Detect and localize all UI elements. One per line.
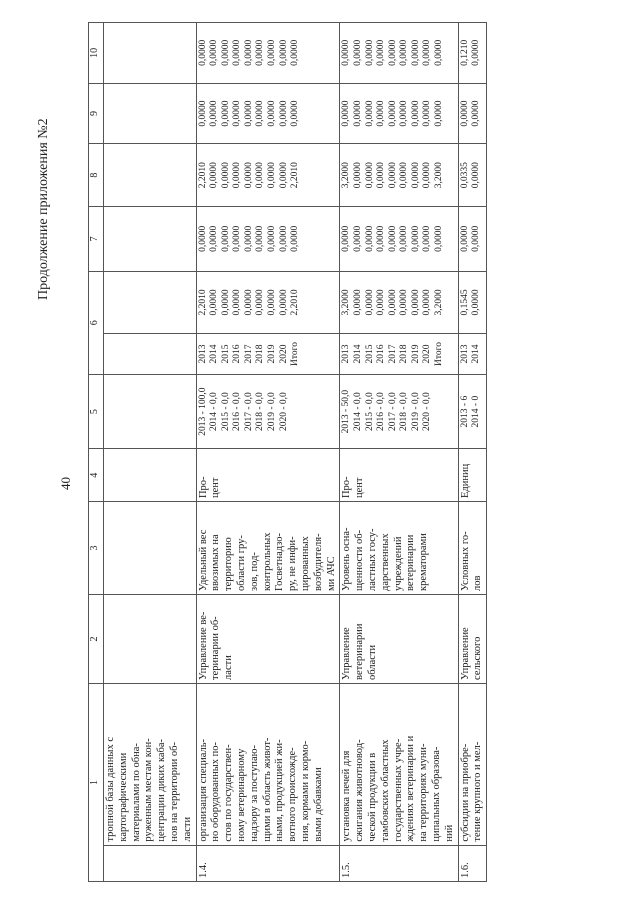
row-number: 1.4. — [196, 845, 340, 881]
federal-funding: 0,0000 0,0000 0,0000 0,0000 0,0000 0,0000 0,0000 0,0000 0,0000 — [196, 206, 340, 271]
unit: Про- цент — [340, 449, 458, 502]
target-values: 2013 - 6 2014 - 0 — [458, 374, 487, 449]
other-funding: 0,0000 0,0000 0,0000 0,0000 0,0000 0,0000 0,0000 0,0000 0,0000 — [196, 23, 340, 84]
total-funding: 3,2000 0,0000 0,0000 0,0000 0,0000 0,0000 0,0000 0,0000 3,2000 — [340, 271, 458, 334]
other-funding: 0,1210 0,0000 — [458, 23, 487, 84]
header-cell: 1 — [89, 683, 104, 881]
row-number: 1.6. — [458, 845, 487, 881]
federal-funding: 0,0000 0,0000 — [458, 206, 487, 271]
program-table — [88, 22, 487, 882]
local-funding: 0,0000 0,0000 — [458, 83, 487, 144]
executor: Управление ве- теринарии об- ласти — [196, 595, 340, 684]
measure-text: организация специаль- но оборудованных по- стов по государствен- ному ветеринарному надзору за поступаю- щими в область живот- ными, продукцией жи- вотного происхожде- ния, кормами и кормо- выми добавками — [196, 683, 340, 845]
executor: Управление ветеринарии области — [340, 595, 458, 684]
target-values: 2013 - 50,0 2014 - 0,0 2015 - 0,0 2016 - 0,0 2017 - 0,0 2018 - 0,0 2019 - 0,0 2020 - 0,0 — [340, 374, 458, 449]
row-number: 1.5. — [340, 845, 458, 881]
header-row — [89, 23, 104, 882]
other-funding: 0,0000 0,0000 0,0000 0,0000 0,0000 0,0000 0,0000 0,0000 0,0000 — [340, 23, 458, 84]
header-cell: 2 — [89, 595, 104, 684]
header-cell: 7 — [89, 206, 104, 271]
federal-funding: 0,0000 0,0000 0,0000 0,0000 0,0000 0,0000 0,0000 0,0000 0,0000 — [340, 206, 458, 271]
header-cell: 5 — [89, 374, 104, 449]
header-cell: 4 — [89, 449, 104, 502]
years: 2013 2014 2015 2016 2017 2018 2019 2020 Итого — [196, 334, 340, 374]
table-row — [458, 23, 487, 882]
rotated-table-wrapper — [88, 22, 608, 882]
measure-text: субсидии на приобре- тение крупного и мел- — [458, 683, 487, 845]
total-funding: 2,2010 0,0000 0,0000 0,0000 0,0000 0,0000 0,0000 0,0000 2,2010 — [196, 271, 340, 334]
page-number: 40 — [58, 477, 73, 490]
local-funding: 0,0000 0,0000 0,0000 0,0000 0,0000 0,0000 0,0000 0,0000 0,0000 — [340, 83, 458, 144]
table-row — [104, 23, 197, 882]
indicator: Условных го- лов — [458, 502, 487, 595]
target-values: 2013 - 100,0 2014 - 0,0 2015 - 0,0 2016 - 0,0 2017 - 0,0 2018 - 0,0 2019 - 0,0 2020 - 0,0 — [196, 374, 340, 449]
unit: Про- цент — [196, 449, 340, 502]
indicator: Уровень осна- щенности об- ластных госу- дарственных учреждений ветеринарии крематорами — [340, 502, 458, 595]
intro-text: тропной базы данных с картографическими материалами по обна- руженным местам кон- центрации диких каба- нов на территории об- ласти — [104, 683, 197, 845]
row-number — [104, 845, 197, 881]
local-funding: 0,0000 0,0000 0,0000 0,0000 0,0000 0,0000 0,0000 0,0000 0,0000 — [196, 83, 340, 144]
header-cell: 9 — [89, 83, 104, 144]
table-row — [340, 23, 458, 882]
continuation-title: Продолжение приложения №2 — [36, 118, 51, 300]
indicator: Удельный вес ввозимых на территорию области гру- зов, под- контрольных Госветнадзо- ру, не инфи- цированных возбудителя- ми АЧС — [196, 502, 340, 595]
header-cell: 6 — [89, 271, 104, 374]
regional-funding: 2,2010 0,0000 0,0000 0,0000 0,0000 0,0000 0,0000 0,0000 2,2010 — [196, 144, 340, 207]
years: 2013 2014 2015 2016 2017 2018 2019 2020 Итого — [340, 334, 458, 374]
table-row — [196, 23, 340, 882]
regional-funding: 0,0335 0,0000 — [458, 144, 487, 207]
header-cell: 10 — [89, 23, 104, 84]
header-cell: 3 — [89, 502, 104, 595]
measure-text: установка печей для сжигания животновод- ческой продукции в тамбовских областных государственных учре- ждениях ветеринарии и на территориях муни- ципальных образова- ний — [340, 683, 458, 845]
executor: Управление сельского — [458, 595, 487, 684]
total-funding: 0,1545 0,0000 — [458, 271, 487, 334]
header-cell: 8 — [89, 144, 104, 207]
years: 2013 2014 — [458, 334, 487, 374]
regional-funding: 3,2000 0,0000 0,0000 0,0000 0,0000 0,0000 0,0000 0,0000 3,2000 — [340, 144, 458, 207]
unit: Единиц — [458, 449, 487, 502]
